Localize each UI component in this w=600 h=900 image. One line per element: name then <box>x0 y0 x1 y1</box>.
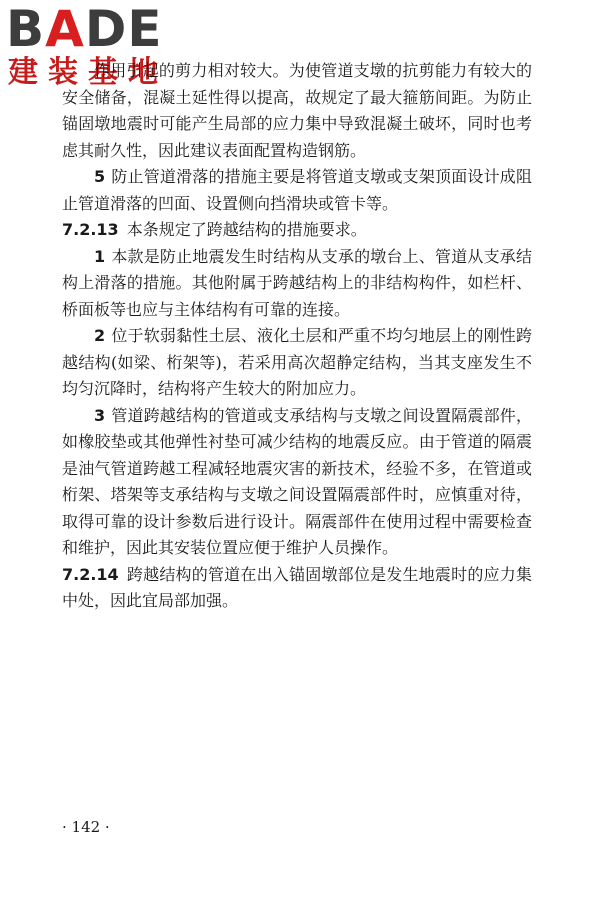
item-number: 3 <box>94 405 106 425</box>
list-item-3: 3 管道跨越结构的管道或支承结构与支墩之间设置隔震部件，如橡胶垫或其他弹性衬垫可减少结构的地震反应。由于管道的隔震是油气管道跨越工程减轻地震灾害的新技术，经验不多，在管道或桁架、塔架等支承结构与支墩之间设置隔震部件时，应慎重对待，取得可靠的设计参数后进行设计。隔震部件在使用过程中需要检查和维护，因此其安装位置应便于维护人员操作。 <box>62 405 532 557</box>
paragraph-continuation: 作用引起的剪力相对较大。为使管道支墩的抗剪能力有较大的安全储备，混凝土延性得以提高，故规定了最大箍筋间距。为防止锚固墩地震时可能产生局部的应力集中导致混凝土破坏，同时也考虑其耐久性，因此建议表面配置构造钢筋。 <box>62 61 532 160</box>
item-number: 2 <box>94 326 106 345</box>
item-number: 5 <box>94 167 106 186</box>
watermark-subtitle: 建装基地 <box>8 55 168 90</box>
watermark-brand: BADE <box>6 0 163 58</box>
clause-number: 7.2.14 <box>62 564 119 584</box>
clause-7-2-14: 7.2.14 跨越结构的管道在出入锚固墩部位是发生地震时的应力集中处，因此宜局部加强。 <box>62 564 532 610</box>
list-item-2: 2 位于软弱黏性土层、液化土层和严重不均匀地层上的刚性跨越结构(如梁、桁架等)，若采用高次超静定结构，当其支座发生不均匀沉降时，结构将产生较大的附加应力。 <box>62 326 532 398</box>
clause-number: 7.2.13 <box>62 220 119 239</box>
list-item-1: 1 本款是防止地震发生时结构从支承的墩台上、管道从支承结构上滑落的措施。其他附属于跨越结构上的非结构构件，如栏杆、桥面板等也应与主体结构有可靠的连接。 <box>62 246 532 319</box>
page-number: · 142 · <box>62 818 110 836</box>
list-item-5: 5 防止管道滑落的措施主要是将管道支墩或支架顶面设计成阻止管道滑落的凹面、设置侧向挡滑块或管卡等。 <box>62 167 532 213</box>
item-number: 1 <box>94 246 106 266</box>
body-text <box>62 58 532 615</box>
clause-7-2-13: 7.2.13 本条规定了跨越结构的措施要求。 <box>62 220 367 239</box>
